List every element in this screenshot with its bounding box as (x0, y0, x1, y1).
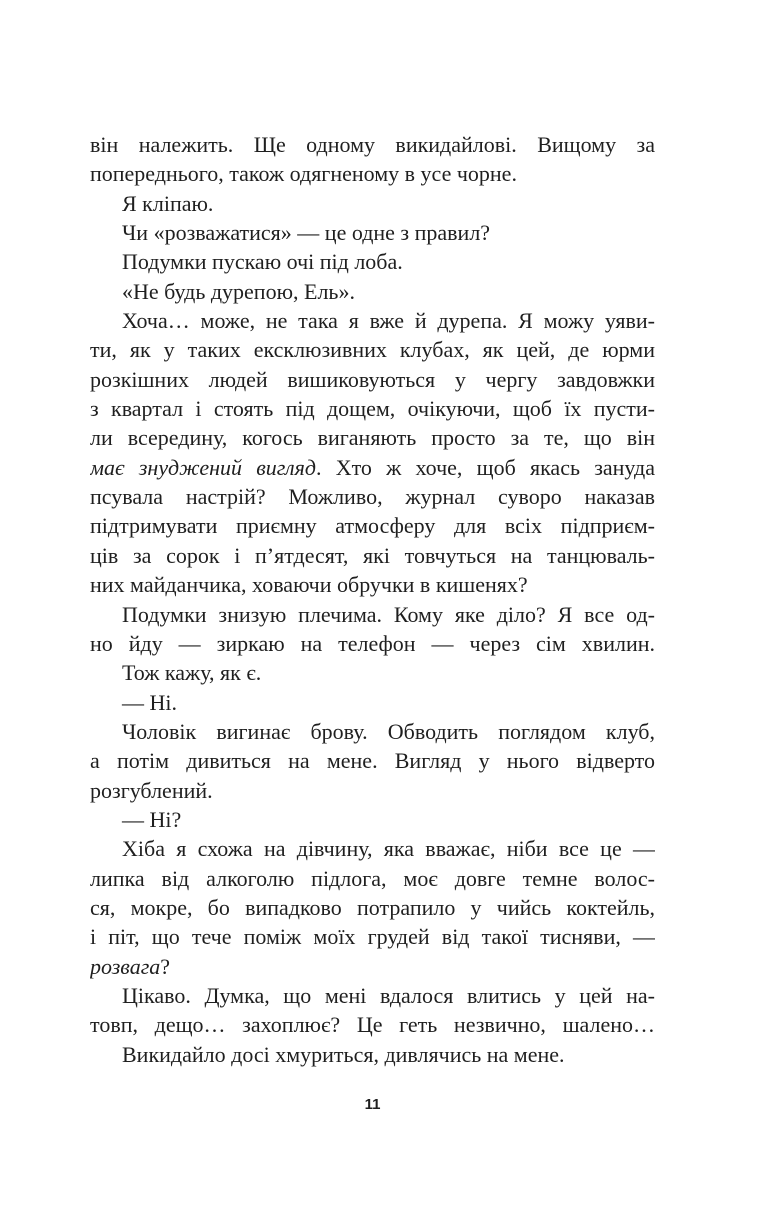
paragraph (90, 717, 655, 805)
text-line (90, 218, 655, 247)
text-segment: розгублений. (90, 777, 213, 803)
text-line (90, 776, 655, 805)
text-segment: попереднього, також одягненому в усе чорне. (90, 161, 517, 187)
text-segment: Подумки знизую плечима. Кому яке діло? Я все од- (122, 601, 655, 627)
text-line (90, 864, 655, 893)
text-segment: ти, як у таких ексклюзивних клубах, як цей, де юрми (90, 337, 655, 363)
text-segment: псувала настрій? Можливо, журнал суворо наказав (90, 484, 655, 510)
paragraph (90, 130, 655, 189)
italic-text: розвага (90, 953, 161, 979)
text-segment: Викидайло досі хмуриться, дивлячись на мене. (122, 1041, 565, 1067)
text-line (90, 717, 655, 746)
text-line (90, 746, 655, 775)
text-segment: липка від алкоголю підлога, моє довге темне волос- (90, 865, 655, 891)
paragraph (90, 981, 655, 1040)
text-line (90, 306, 655, 335)
text-line (90, 893, 655, 922)
text-segment: він належить. Ще одному викидайлові. Вищому за (90, 132, 655, 157)
text-segment: товп, дещо… захоплює? Це геть незвично, шалено… (90, 1012, 655, 1038)
text-line (90, 600, 655, 629)
text-line (90, 277, 655, 306)
text-line (90, 688, 655, 717)
text-line (90, 335, 655, 364)
text-line (90, 130, 655, 159)
paragraph (90, 1040, 655, 1069)
text-line (90, 423, 655, 452)
text-line (90, 453, 655, 482)
text-segment: Я кліпаю. (122, 190, 214, 216)
paragraph (90, 600, 655, 659)
text-line (90, 834, 655, 863)
text-segment: них майданчика, ховаючи обручки в кишенях? (90, 572, 528, 598)
text-line (90, 952, 655, 981)
text-line (90, 922, 655, 951)
text-line (90, 570, 655, 599)
text-segment: ців за сорок і п’ятдесят, які товчуться на танцюваль- (90, 542, 655, 568)
paragraph (90, 189, 655, 218)
text-line (90, 159, 655, 188)
text-segment: Хіба я схожа на дівчину, яка вважає, ніби все це — (122, 836, 655, 862)
text-segment: підтримувати приємну атмосферу для всіх підприєм- (90, 513, 655, 539)
text-line (90, 365, 655, 394)
paragraph (90, 247, 655, 276)
text-line (90, 541, 655, 570)
text-segment: «Не будь дурепою, Ель». (122, 278, 355, 304)
paragraph (90, 218, 655, 247)
paragraph (90, 277, 655, 306)
paragraph (90, 688, 655, 717)
page-number: 11 (364, 1096, 381, 1113)
text-segment: а потім дивиться на мене. Вигляд у нього відверто (90, 748, 655, 774)
text-line (90, 1040, 655, 1069)
text-line (90, 511, 655, 540)
text-line (90, 247, 655, 276)
text-line (90, 482, 655, 511)
italic-text: має знуджений вигляд (90, 454, 316, 480)
text-segment: розкішних людей вишиковуються у чергу завдовжки (90, 366, 655, 392)
paragraph (90, 306, 655, 599)
text-segment: — Ні. (122, 689, 177, 715)
text-line (90, 981, 655, 1010)
text-line (90, 189, 655, 218)
text-segment: Чи «розважатися» — це одне з правил? (122, 220, 491, 246)
text-segment: но йду — зиркаю на телефон — через сім хвилин. (90, 630, 655, 656)
text-segment: ? (160, 953, 171, 979)
text-segment: ся, мокре, бо випадково потрапило у чийсь коктейль, (90, 894, 655, 920)
paragraph (90, 805, 655, 834)
text-segment: Цікаво. Думка, що мені вдалося влитись у цей на- (122, 982, 655, 1008)
text-line (90, 629, 655, 658)
paragraph (90, 834, 655, 981)
text-segment: — Ні? (122, 806, 182, 832)
text-line (90, 394, 655, 423)
text-segment: Подумки пускаю очі під лоба. (122, 249, 403, 275)
text-line (90, 658, 655, 687)
text-segment: Тож кажу, як є. (122, 660, 262, 686)
text-segment: Чоловік вигинає брову. Обводить поглядом клуб, (122, 718, 655, 744)
text-segment: з квартал і стоять під дощем, очікуючи, щоб їх пусти- (90, 396, 655, 422)
text-segment: Хоча… може, не така я вже й дурепа. Я можу уяви- (122, 308, 655, 334)
paragraph (90, 658, 655, 687)
text-line (90, 805, 655, 834)
text-segment: . Хто ж хоче, щоб якась зануда (316, 454, 655, 480)
body-text (90, 130, 655, 1069)
text-segment: ли всередину, когось виганяють просто за те, що він (90, 425, 655, 451)
text-line (90, 1010, 655, 1039)
text-segment: і піт, що тече поміж моїх грудей від такої тисняви, — (90, 924, 655, 950)
